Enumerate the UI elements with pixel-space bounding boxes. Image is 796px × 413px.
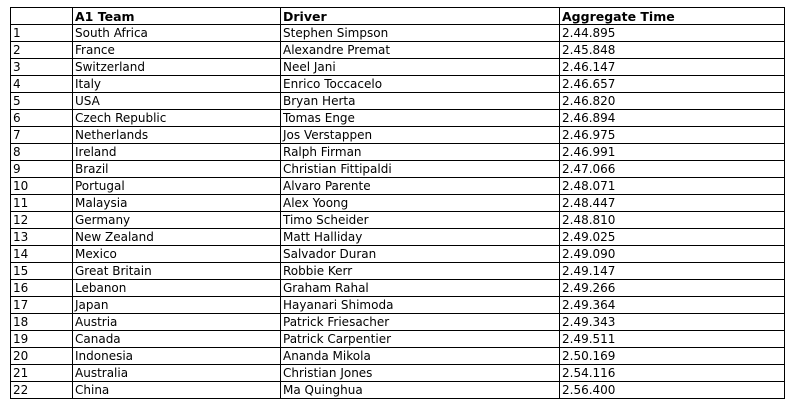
cell-driver: Enrico Toccacelo (281, 76, 560, 93)
cell-aggregate-time: 2.46.820 (560, 93, 785, 110)
table-row (11, 93, 785, 110)
cell-team: Mexico (73, 246, 281, 263)
table-row (11, 127, 785, 144)
cell-driver: Stephen Simpson (281, 25, 560, 42)
cell-position: 21 (11, 365, 73, 382)
cell-position: 15 (11, 263, 73, 280)
cell-driver: Patrick Carpentier (281, 331, 560, 348)
cell-position: 6 (11, 110, 73, 127)
results-table (10, 7, 785, 399)
cell-aggregate-time: 2.49.343 (560, 314, 785, 331)
cell-driver: Alexandre Premat (281, 42, 560, 59)
cell-team: Australia (73, 365, 281, 382)
cell-driver: Alex Yoong (281, 195, 560, 212)
cell-team: New Zealand (73, 229, 281, 246)
cell-aggregate-time: 2.48.071 (560, 178, 785, 195)
cell-aggregate-time: 2.46.991 (560, 144, 785, 161)
cell-team: China (73, 382, 281, 399)
table-row (11, 42, 785, 59)
cell-driver: Christian Jones (281, 365, 560, 382)
cell-aggregate-time: 2.49.511 (560, 331, 785, 348)
table-row (11, 246, 785, 263)
cell-position: 20 (11, 348, 73, 365)
table-row (11, 59, 785, 76)
cell-team: Czech Republic (73, 110, 281, 127)
cell-driver: Ma Quinghua (281, 382, 560, 399)
cell-aggregate-time: 2.50.169 (560, 348, 785, 365)
cell-team: Great Britain (73, 263, 281, 280)
cell-driver: Salvador Duran (281, 246, 560, 263)
cell-driver: Patrick Friesacher (281, 314, 560, 331)
cell-position: 2 (11, 42, 73, 59)
cell-aggregate-time: 2.47.066 (560, 161, 785, 178)
cell-position: 12 (11, 212, 73, 229)
cell-team: Italy (73, 76, 281, 93)
cell-team: Japan (73, 297, 281, 314)
table-row (11, 365, 785, 382)
cell-team: France (73, 42, 281, 59)
cell-team: Indonesia (73, 348, 281, 365)
cell-position: 4 (11, 76, 73, 93)
cell-driver: Alvaro Parente (281, 178, 560, 195)
cell-team: Lebanon (73, 280, 281, 297)
table-row (11, 25, 785, 42)
cell-position: 19 (11, 331, 73, 348)
cell-position: 5 (11, 93, 73, 110)
cell-team: Brazil (73, 161, 281, 178)
cell-aggregate-time: 2.49.090 (560, 246, 785, 263)
cell-team: Netherlands (73, 127, 281, 144)
cell-team: Ireland (73, 144, 281, 161)
cell-team: Malaysia (73, 195, 281, 212)
cell-team: Switzerland (73, 59, 281, 76)
table-row (11, 297, 785, 314)
header-row (11, 8, 785, 25)
table-body (11, 25, 785, 399)
cell-position: 22 (11, 382, 73, 399)
cell-team: Canada (73, 331, 281, 348)
header-team: A1 Team (73, 8, 281, 25)
cell-team: Portugal (73, 178, 281, 195)
cell-position: 17 (11, 297, 73, 314)
cell-aggregate-time: 2.49.364 (560, 297, 785, 314)
cell-team: Germany (73, 212, 281, 229)
header-driver: Driver (281, 8, 560, 25)
table-row (11, 263, 785, 280)
header-position (11, 8, 73, 25)
table-row (11, 314, 785, 331)
table-row (11, 110, 785, 127)
cell-aggregate-time: 2.48.810 (560, 212, 785, 229)
cell-driver: Jos Verstappen (281, 127, 560, 144)
table-row (11, 178, 785, 195)
table-row (11, 161, 785, 178)
cell-driver: Tomas Enge (281, 110, 560, 127)
cell-aggregate-time: 2.44.895 (560, 25, 785, 42)
table-row (11, 195, 785, 212)
cell-position: 8 (11, 144, 73, 161)
table-row (11, 348, 785, 365)
cell-position: 10 (11, 178, 73, 195)
cell-aggregate-time: 2.46.894 (560, 110, 785, 127)
cell-aggregate-time: 2.49.147 (560, 263, 785, 280)
cell-driver: Timo Scheider (281, 212, 560, 229)
cell-position: 3 (11, 59, 73, 76)
cell-team: South Africa (73, 25, 281, 42)
table-row (11, 280, 785, 297)
cell-driver: Neel Jani (281, 59, 560, 76)
cell-driver: Christian Fittipaldi (281, 161, 560, 178)
cell-position: 11 (11, 195, 73, 212)
cell-position: 13 (11, 229, 73, 246)
table-row (11, 382, 785, 399)
cell-aggregate-time: 2.46.657 (560, 76, 785, 93)
cell-position: 9 (11, 161, 73, 178)
cell-position: 1 (11, 25, 73, 42)
table-row (11, 331, 785, 348)
table-row (11, 229, 785, 246)
cell-driver: Hayanari Shimoda (281, 297, 560, 314)
cell-driver: Ralph Firman (281, 144, 560, 161)
table-row (11, 144, 785, 161)
cell-position: 18 (11, 314, 73, 331)
cell-team: USA (73, 93, 281, 110)
cell-driver: Graham Rahal (281, 280, 560, 297)
cell-position: 7 (11, 127, 73, 144)
table-row (11, 212, 785, 229)
cell-team: Austria (73, 314, 281, 331)
cell-driver: Robbie Kerr (281, 263, 560, 280)
header-aggregate-time: Aggregate Time (560, 8, 785, 25)
cell-aggregate-time: 2.56.400 (560, 382, 785, 399)
cell-aggregate-time: 2.46.975 (560, 127, 785, 144)
table-row (11, 76, 785, 93)
cell-position: 16 (11, 280, 73, 297)
cell-aggregate-time: 2.45.848 (560, 42, 785, 59)
cell-driver: Bryan Herta (281, 93, 560, 110)
cell-aggregate-time: 2.48.447 (560, 195, 785, 212)
cell-position: 14 (11, 246, 73, 263)
cell-aggregate-time: 2.54.116 (560, 365, 785, 382)
cell-aggregate-time: 2.46.147 (560, 59, 785, 76)
cell-driver: Ananda Mikola (281, 348, 560, 365)
cell-aggregate-time: 2.49.025 (560, 229, 785, 246)
cell-aggregate-time: 2.49.266 (560, 280, 785, 297)
cell-driver: Matt Halliday (281, 229, 560, 246)
